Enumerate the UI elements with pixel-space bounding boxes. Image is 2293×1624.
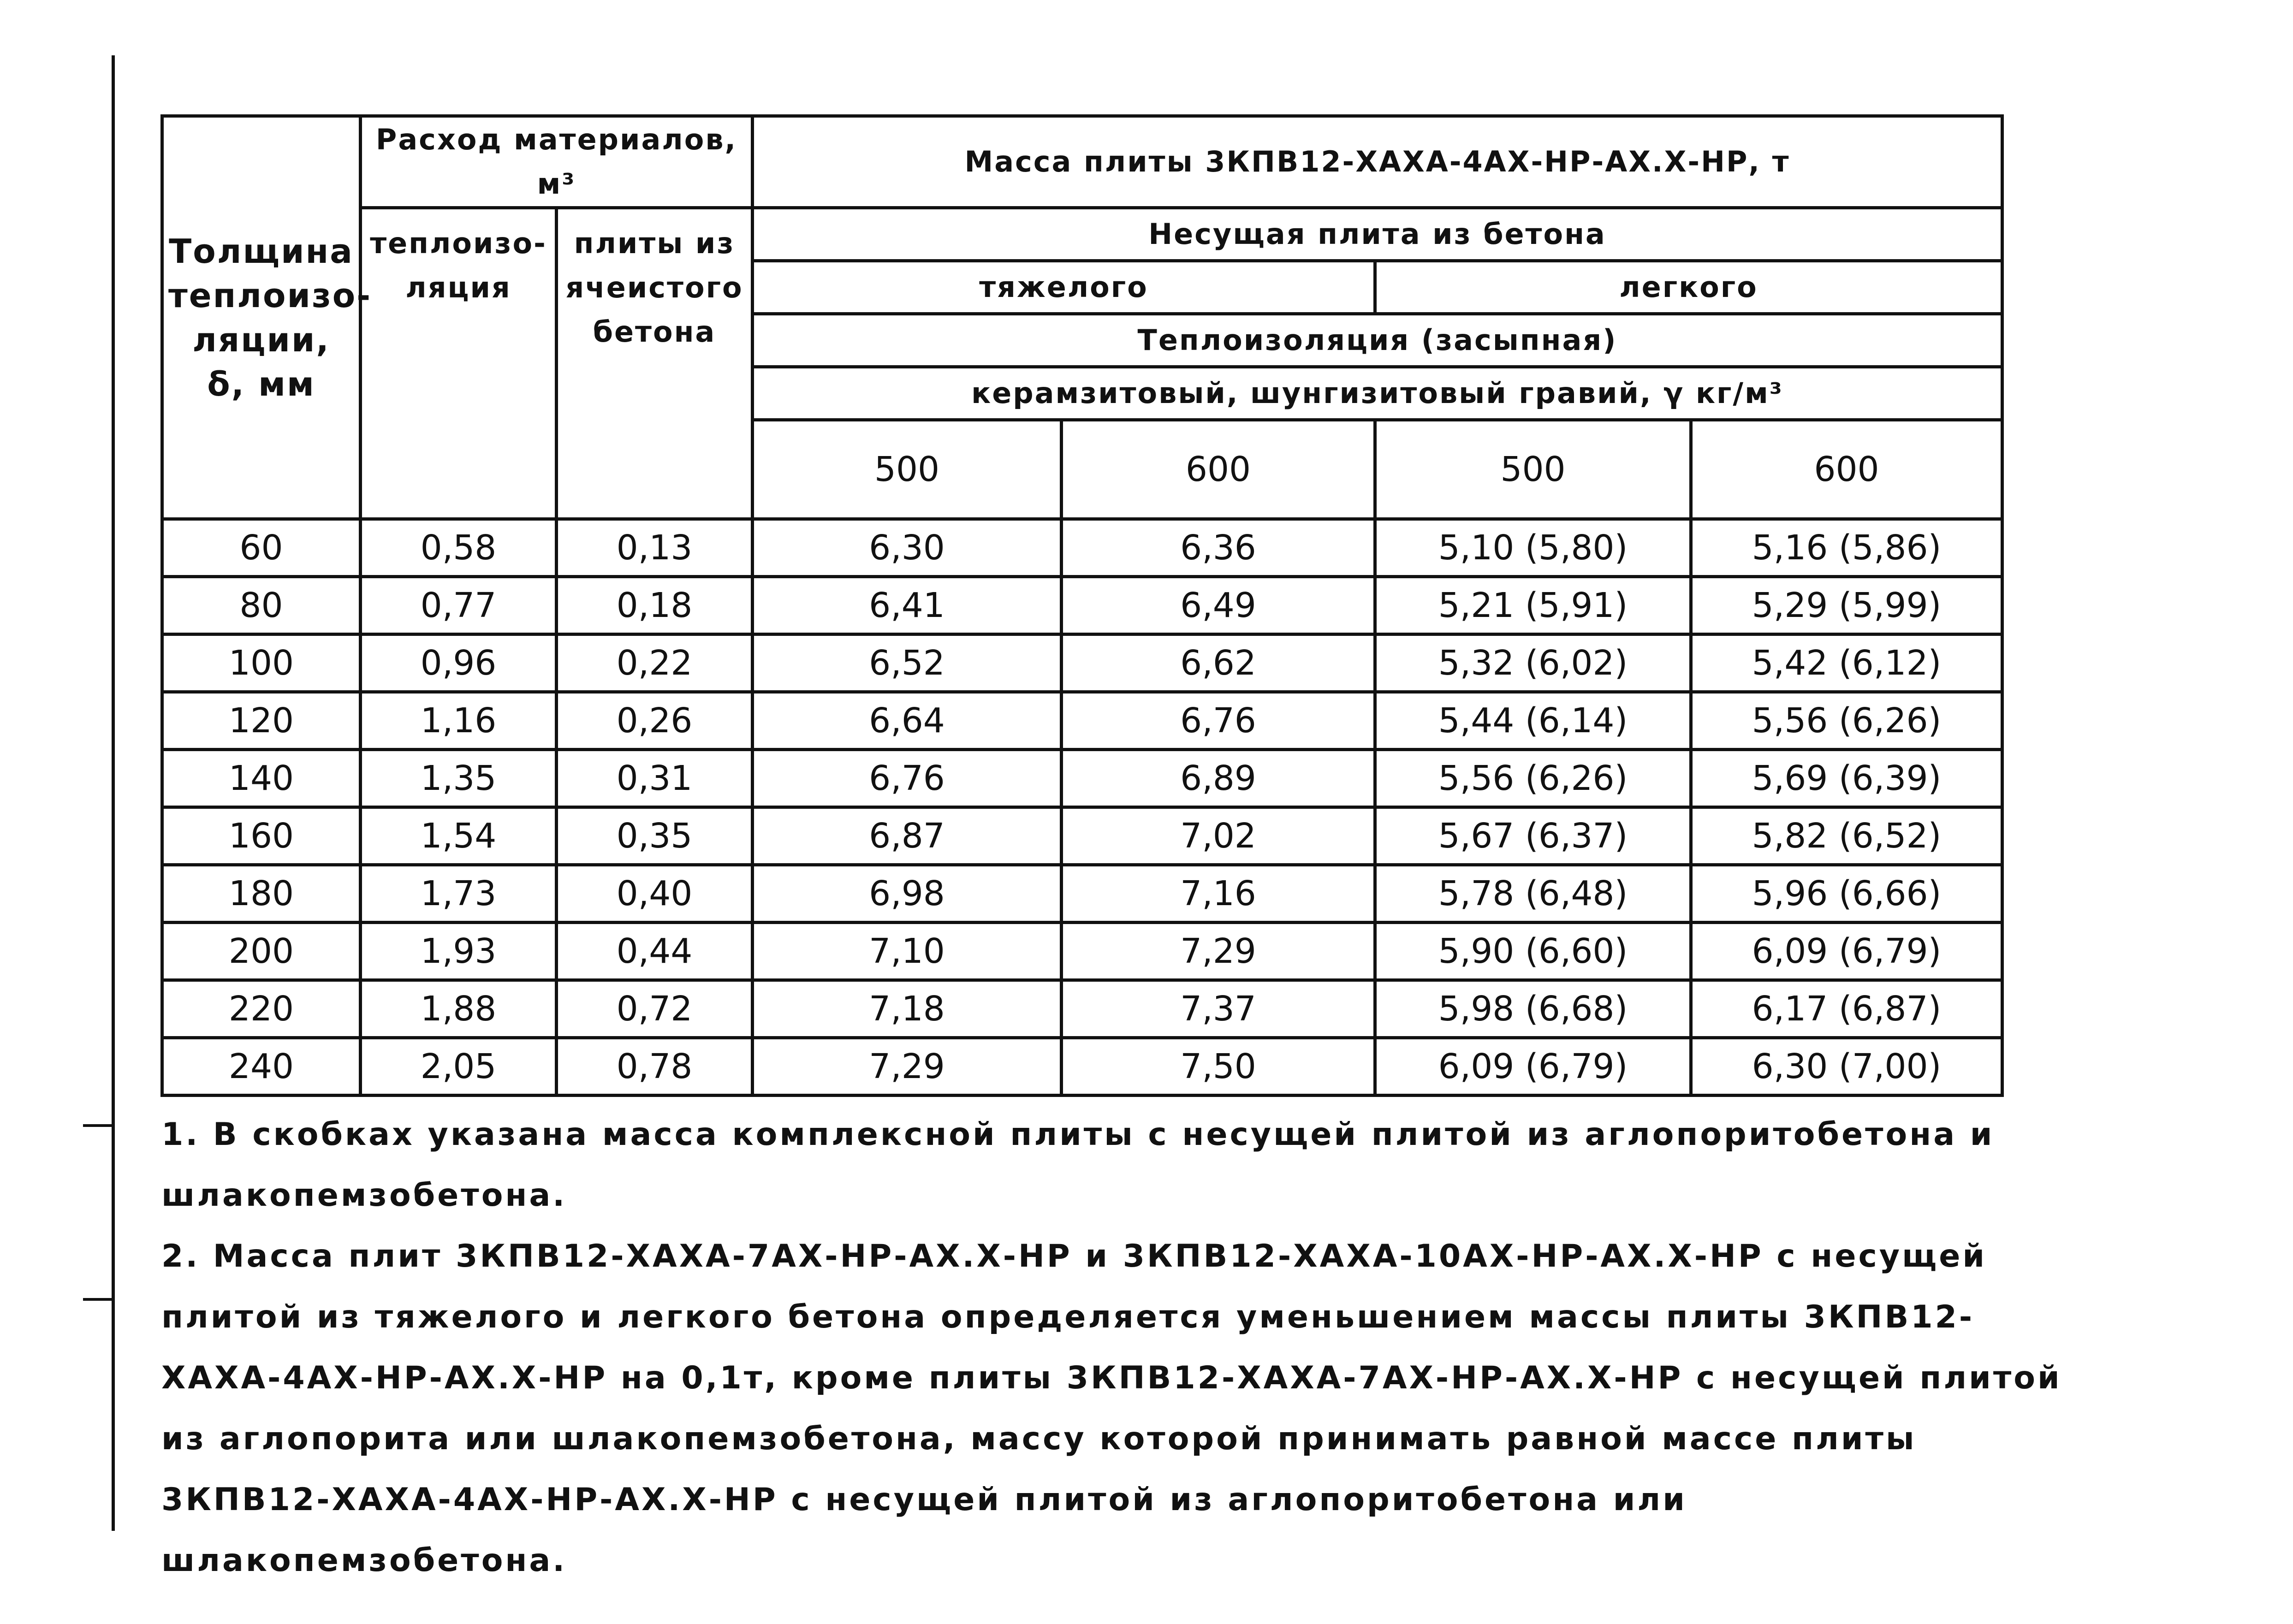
cell-light-500: 5,98 (6,68) [1375,980,1691,1038]
cell-cellular: 0,26 [557,692,753,750]
cell-heavy-600: 6,49 [1062,577,1375,634]
table-row [162,865,2002,923]
density-light-500: 500 [1375,420,1691,519]
header-cellular: плиты из ячеистого бетона [557,208,753,519]
cell-light-500: 5,90 (6,60) [1375,923,1691,980]
cell-insulation: 1,88 [361,980,557,1038]
cell-thickness: 100 [162,634,361,692]
cell-light-600: 5,16 (5,86) [1691,519,2002,577]
cell-heavy-600: 7,16 [1062,865,1375,923]
cell-thickness: 120 [162,692,361,750]
header-mass: Масса плиты 3КПВ12-ХАХА-4АХ-НР-АХ.Х-НР, т [753,116,2002,208]
cell-heavy-500: 6,30 [753,519,1062,577]
cell-light-600: 5,56 (6,26) [1691,692,2002,750]
density-heavy-600: 600 [1062,420,1375,519]
cell-insulation: 0,77 [361,577,557,634]
cell-insulation: 0,58 [361,519,557,577]
cell-thickness: 60 [162,519,361,577]
cell-light-600: 6,17 (6,87) [1691,980,2002,1038]
margin-rule [112,55,115,1531]
cell-insulation: 1,35 [361,750,557,807]
table-row [162,1038,2002,1096]
header-gravel: керамзитовый, шунгизитовый гравий, γ кг/м³ [753,367,2002,420]
mass-table [160,114,2004,1097]
cell-heavy-500: 6,52 [753,634,1062,692]
density-light-600: 600 [1691,420,2002,519]
cell-cellular: 0,40 [557,865,753,923]
cell-light-500: 5,21 (5,91) [1375,577,1691,634]
cell-heavy-600: 7,29 [1062,923,1375,980]
header-carrier: Несущая плита из бетона [753,208,2002,261]
cell-heavy-600: 7,02 [1062,807,1375,865]
cell-light-500: 5,78 (6,48) [1375,865,1691,923]
cell-heavy-500: 6,87 [753,807,1062,865]
table-row [162,577,2002,634]
cell-heavy-500: 7,29 [753,1038,1062,1096]
cell-light-500: 5,56 (6,26) [1375,750,1691,807]
table-row [162,980,2002,1038]
table-row [162,750,2002,807]
margin-tick [83,1298,112,1301]
cell-light-500: 6,09 (6,79) [1375,1038,1691,1096]
cell-light-600: 6,30 (7,00) [1691,1038,2002,1096]
table-row [162,519,2002,577]
cell-cellular: 0,22 [557,634,753,692]
cell-light-500: 5,32 (6,02) [1375,634,1691,692]
cell-thickness: 220 [162,980,361,1038]
cell-thickness: 240 [162,1038,361,1096]
cell-light-500: 5,67 (6,37) [1375,807,1691,865]
cell-heavy-500: 7,18 [753,980,1062,1038]
cell-light-500: 5,10 (5,80) [1375,519,1691,577]
cell-heavy-600: 6,89 [1062,750,1375,807]
cell-light-500: 5,44 (6,14) [1375,692,1691,750]
cell-cellular: 0,78 [557,1038,753,1096]
density-heavy-500: 500 [753,420,1062,519]
cell-light-600: 5,69 (6,39) [1691,750,2002,807]
cell-heavy-600: 6,62 [1062,634,1375,692]
cell-heavy-500: 6,41 [753,577,1062,634]
cell-cellular: 0,72 [557,980,753,1038]
cell-insulation: 1,93 [361,923,557,980]
cell-cellular: 0,35 [557,807,753,865]
cell-thickness: 160 [162,807,361,865]
cell-cellular: 0,13 [557,519,753,577]
table-row [162,923,2002,980]
cell-thickness: 200 [162,923,361,980]
table-row [162,634,2002,692]
cell-heavy-500: 6,64 [753,692,1062,750]
cell-heavy-600: 7,50 [1062,1038,1375,1096]
cell-heavy-500: 6,76 [753,750,1062,807]
margin-tick [83,1124,112,1127]
cell-heavy-500: 7,10 [753,923,1062,980]
header-materials: Расход материалов, м³ [361,116,753,208]
cell-heavy-500: 6,98 [753,865,1062,923]
table-row [162,807,2002,865]
header-heavy: тяжелого [753,261,1375,314]
table-row [162,692,2002,750]
cell-light-600: 5,82 (6,52) [1691,807,2002,865]
cell-insulation: 1,54 [361,807,557,865]
cell-insulation: 1,16 [361,692,557,750]
cell-thickness: 80 [162,577,361,634]
cell-cellular: 0,31 [557,750,753,807]
cell-insulation: 0,96 [361,634,557,692]
cell-light-600: 5,29 (5,99) [1691,577,2002,634]
notes [161,1104,2075,1591]
cell-light-600: 5,96 (6,66) [1691,865,2002,923]
cell-thickness: 180 [162,865,361,923]
header-thickness: Толщина теплоизо-ляции, δ, мм [162,116,361,519]
note-2: 2. Масса плит 3КПВ12-ХАХА-7АХ-НР-АХ.Х-НР и 3КПВ12-ХАХА-10АХ-НР-АХ.Х-НР с несущей плитой из тяжелого и легкого бетона определяется уменьшением массы плиты 3КПВ12-ХАХА-4АХ-НР-АХ.Х-НР на 0,1т, кроме плиты 3КПВ12-ХАХА-7АХ-НР-АХ.Х-НР с несущей плитой из аглопорита или шлакопемзобетона, массу которой принимать равной массе плиты 3КПВ12-ХАХА-4АХ-НР-АХ.Х-НР с несущей плитой из аглопоритобетона или шлакопемзобетона. [161,1238,2062,1579]
cell-heavy-600: 7,37 [1062,980,1375,1038]
header-light: легкого [1375,261,2002,314]
cell-insulation: 2,05 [361,1038,557,1096]
cell-light-600: 6,09 (6,79) [1691,923,2002,980]
cell-cellular: 0,44 [557,923,753,980]
header-insulation: теплоизо-ляция [361,208,557,519]
cell-heavy-600: 6,36 [1062,519,1375,577]
cell-insulation: 1,73 [361,865,557,923]
cell-cellular: 0,18 [557,577,753,634]
cell-thickness: 140 [162,750,361,807]
cell-heavy-600: 6,76 [1062,692,1375,750]
header-insulation-fill: Теплоизоляция (засыпная) [753,314,2002,367]
cell-light-600: 5,42 (6,12) [1691,634,2002,692]
note-1: 1. В скобках указана масса комплексной плиты с несущей плитой из аглопоритобетона и шлакопемзобетона. [161,1116,1995,1214]
